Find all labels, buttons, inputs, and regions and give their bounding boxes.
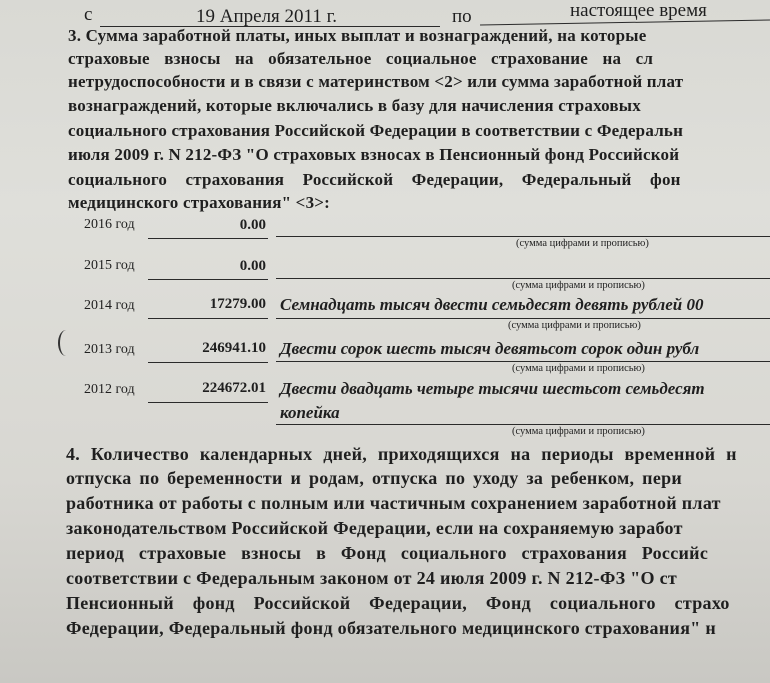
caption: (сумма цифрами и прописью) <box>512 280 645 291</box>
year-label: 2016 год <box>84 217 135 232</box>
section-3-line: нетрудоспособности и в связи с материнством <2> или сумма заработной плат <box>68 72 684 91</box>
year-amount: 246941.10 <box>202 340 266 356</box>
handwritten-bracket-mark <box>58 330 74 356</box>
year-words: Семнадцать тысяч двести семьдесят девять рублей 00 <box>280 295 704 314</box>
period-from-label: с <box>84 4 93 25</box>
words-line <box>276 361 770 362</box>
section-4-line: работника от работы с полным или частичным сохранением заработной плат <box>66 493 721 513</box>
year-amount: 224672.01 <box>202 380 266 396</box>
section-3-line: социального страхования Российской Федерации в соответствии с Федеральн <box>68 121 684 140</box>
section-4-line: Пенсионный фонд Российской Федерации, Фонд социального страхо <box>66 593 730 613</box>
words-line <box>276 278 770 279</box>
amount-line <box>148 279 268 280</box>
section-3-line: социального страхования Российской Федерации, Федеральный фон <box>68 170 681 189</box>
year-label: 2012 год <box>84 382 135 397</box>
section-3-line: вознаграждений, которые включались в базу для начисления страховых <box>68 96 641 115</box>
amount-line <box>148 402 268 403</box>
caption: (сумма цифрами и прописью) <box>512 426 645 437</box>
section-4-line: период страховые взносы в Фонд социального страхования Российс <box>66 543 709 563</box>
caption: (сумма цифрами и прописью) <box>512 363 645 374</box>
section-3-line: 3. Сумма заработной платы, иных выплат и вознаграждений, на которые <box>68 26 647 45</box>
period-from-date: 19 Апреля 2011 г. <box>196 6 337 27</box>
amount-line <box>148 318 268 319</box>
year-label: 2013 год <box>84 342 135 357</box>
section-3-line: страховые взносы на обязательное социальное страхование на сл <box>68 49 654 68</box>
year-words-continued: копейка <box>280 403 340 422</box>
section-4-line: Федерации, Федеральный фонд обязательного медицинского страхования" н <box>66 618 716 638</box>
caption: (сумма цифрами и прописью) <box>508 320 641 331</box>
section-4-line: 4. Количество календарных дней, приходящихся на периоды временной н <box>66 444 737 464</box>
caption: (сумма цифрами и прописью) <box>516 238 649 249</box>
section-4-line: законодательством Российской Федерации, если на сохраняемую заработ <box>66 518 683 538</box>
section-4-line: отпуска по беременности и родам, отпуска по уходу за ребенком, пери <box>66 468 683 488</box>
words-line <box>276 236 770 237</box>
year-label: 2015 год <box>84 258 135 273</box>
section-3-line: июля 2009 г. N 212-ФЗ "О страховых взносах в Пенсионный фонд Российской <box>68 145 680 164</box>
year-words: Двести сорок шесть тысяч девятьсот сорок один рубл <box>280 339 700 358</box>
words-line <box>276 318 770 319</box>
year-words: Двести двадцать четыре тысячи шестьсот семьдесят <box>280 379 705 398</box>
period-to-label: по <box>452 6 472 27</box>
amount-line <box>148 238 268 239</box>
amount-line <box>148 362 268 363</box>
year-amount: 0.00 <box>239 258 266 274</box>
section-3-line: медицинского страхования" <3>: <box>68 193 331 212</box>
year-label: 2014 год <box>84 298 135 313</box>
year-amount: 17279.00 <box>209 296 266 312</box>
section-4-line: соответствии с Федеральным законом от 24 июля 2009 г. N 212-ФЗ "О ст <box>66 568 678 588</box>
period-to-date: настоящее время <box>570 0 707 21</box>
words-line <box>276 424 770 425</box>
year-amount: 0.00 <box>239 217 266 233</box>
